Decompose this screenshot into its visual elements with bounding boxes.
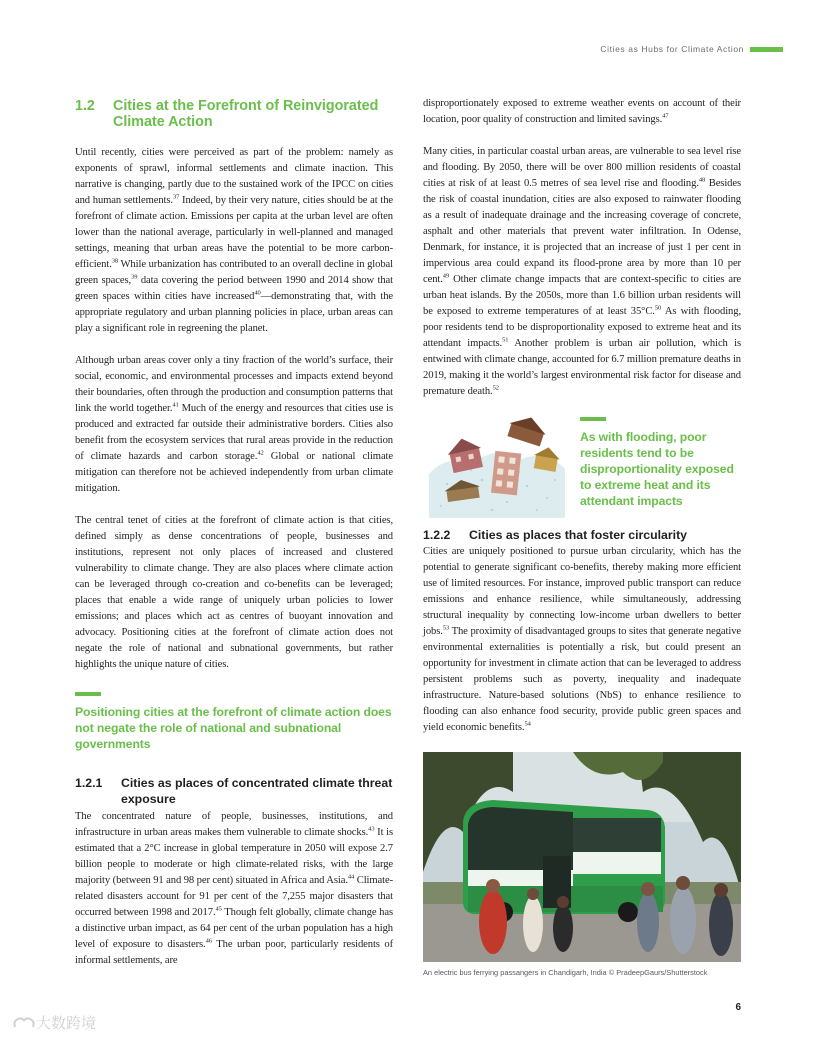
subsection-number: 1.2.2 xyxy=(423,528,451,542)
footnote-ref: 43 xyxy=(368,825,375,833)
footnote-ref: 38 xyxy=(111,257,119,265)
footnote-ref: 54 xyxy=(524,719,531,727)
paragraph: Cities are uniquely positioned to pursue urban circularity, which has the potential to generate significant co-benefits, thereby making more efficient use of limited resources. For instance, improved public transport can reduce emissions and enhance resilience, while simultaneously, addressing structural inequality by connecting low-income urban dwellers to better jobs.$^{53}$ The proximity of disadvantaged groups to sites that generate negative environmental externalities is potentially a risk, but could present an opportunity for investment in climate action that can be leveraged to address persistent problems such as poverty, inequality and inadequate infrastructure. Nature-based solutions (NbS) to enhance resilience to flooding can also enhance food security, provide public green spaces and yield economic benefits.$^{54}$ xyxy=(423,545,741,733)
footnote-ref: 47 xyxy=(662,112,669,120)
pull-quote-text: Positioning cities at the forefront of climate action does not negate the role of national and subnational governments xyxy=(75,705,392,751)
electric-bus-photo xyxy=(423,752,741,962)
footnote-ref: 48 xyxy=(698,176,706,184)
paragraph: Many cities, in particular coastal urban areas, are vulnerable to sea level rise and flooding. By 2050, there will be over 800 million residents of coastal cities at risk of at least 0.5 metres of sea level rise and flooding.$^{48}$ Besides the risk of coastal inundation, cities are also exposed to rainwater flooding as a result of inadequate drainage and the increasing coverage of concrete, asphalt and other materials that prevent water infiltration. In Odense, Denmark, for instance, it is projected that an increase of just 1 per cent in impervious area could expand its flood-prone area by more than 10 per cent.$^{49}$ Other climate change impacts that are context-specific to cities are urban heat islands. By the 2050s, more than 1.6 billion urban residents will be exposed to extreme temperatures of at least 35°C.$^{50}$ As with flooding, poor residents tend to be disproportionality exposed to extreme heat and its attendant impacts.$^{51}$ Another problem is urban air pollution, which is entwined with climate change, accounted for 6.7 million premature deaths in 2019, making it the world’s largest environmental risk factor for disease and premature death.$^{52}$ xyxy=(423,146,741,397)
pull-quote xyxy=(580,414,741,518)
photo-caption: An electric bus ferrying passangers in Chandigarh, India © PradeepGaurs/Shutterstock xyxy=(423,967,708,977)
footnote-ref: 53 xyxy=(442,623,450,631)
watermark-logo-icon xyxy=(12,1015,36,1031)
right-column xyxy=(423,96,741,977)
section-number: 1.2 xyxy=(75,98,95,114)
header-accent-bar xyxy=(750,47,783,52)
paragraph: disproportionately exposed to extreme weather events on account of their location, poor quality of construction and limited savings.$^{47}$ xyxy=(423,98,741,125)
section-heading xyxy=(75,98,393,130)
pull-quote-text: As with flooding, poor residents tend to be disproportionality exposed to extreme heat and its attendant impacts xyxy=(580,430,734,508)
paragraph: Until recently, cities were perceived as part of the problem: namely as exponents of sprawl, informal settlements and climate inaction. This narrative is changing, partly due to the sustained work of the IPCC on cities and human settlements.$^{37}$ Indeed, by their very nature, cities should be at the forefront of climate action. Emissions per capita at the urban level are often lower than the national average, particularly in well-planned and managed settings, meaning that urban areas have the potential to be more carbon-efficient.$^{38}$ While urbanization has contributed to an overall decline in global green spaces,$^{39}$ data covering the period between 1990 and 2014 show that green spaces within cities have increased$^{40}$—demonstrating that, with the appropriate regulatory and urban planning policies in place, urban areas can play a significant role in regreening the planet. xyxy=(75,147,393,334)
footnote-ref: 41 xyxy=(172,401,179,409)
paragraph: The concentrated nature of people, businesses, institutions, and infrastructure in urban areas makes them vulnerable to climate shocks.$^{43}$ It is estimated that a 2°C increase in global temperature in 2050 will expose 2.7 billion people to moderate or high climate-related risks, with the large majority (between 91 and 98 per cent) situated in Africa and Asia.$^{44}$ Climate-related disasters account for 91 per cent of the 7,255 major disasters that occurred between 1998 and 2017.45 Though felt globally, climate change has a distinctive urban impact, as 64 per cent of the urban population has a high level of exposure to disasters.$^{46}$ The urban poor, particularly residents of informal settlements, are xyxy=(75,811,394,966)
page-number: 6 xyxy=(735,1002,741,1013)
footnote-ref: 42 xyxy=(257,449,264,457)
watermark-text: 大数跨境 xyxy=(36,1014,97,1032)
footnote-ref: 46 xyxy=(205,937,212,945)
footnote-ref: 51 xyxy=(502,336,509,344)
footnote-ref: 37 xyxy=(172,193,180,201)
subsection-number: 1.2.1 xyxy=(75,776,103,790)
footnote-ref: 49 xyxy=(442,272,450,280)
footnote-ref: 45 xyxy=(215,905,222,913)
flooded-houses-illustration xyxy=(427,414,567,518)
subsection-title: Cities as places that foster circularity xyxy=(469,528,688,542)
paragraph: Although urban areas cover only a tiny fraction of the world’s surface, their social, economic, and environmental processes and impacts extend beyond their boundaries, often through the production and consumption patterns that link the world together.$^{41}$ Much of the energy and resources that cities use is produced and extracted far outside their administrative borders. Cities also benefit from the ecosystem services that rural areas provide in the reduction of climate hazards and carbon storage.$^{42}$ Global or national climate mitigation can therefore not be achieved independently from urban climate mitigation. xyxy=(75,355,393,494)
subsection-title: Cities as places of concentrated climate threat exposure xyxy=(121,776,393,806)
footnote-ref: 39 xyxy=(131,273,138,281)
pull-quote xyxy=(75,692,393,752)
watermark xyxy=(12,1012,96,1033)
footnote-ref: 50 xyxy=(654,304,662,312)
footnote-ref: 44 xyxy=(347,873,355,881)
footnote-ref: 40 xyxy=(254,289,261,297)
footnote-ref: 52 xyxy=(492,384,499,392)
running-title: Cities as Hubs for Climate Action xyxy=(600,44,744,54)
running-header xyxy=(600,44,783,54)
section-title: Cities at the Forefront of Reinvigorated Climate Action xyxy=(113,98,379,130)
left-column xyxy=(75,96,393,969)
pull-quote-block xyxy=(423,414,741,518)
subsection-heading xyxy=(423,528,741,544)
pull-quote-bar xyxy=(580,417,606,421)
pull-quote-bar xyxy=(75,692,101,696)
subsection-heading xyxy=(75,776,393,807)
paragraph: The central tenet of cities at the forefront of climate action is that cities, defined simply as dense concentrations of people, businesses and institutions, represent not only places of increased and clustered vulnerability to climate change. They are also places where climate action can be leveraged through co-creation and co-benefits can be leveraged; places that enable a wide range of uniquely urban policies to lower emissions; and places which act as centres of buoyant innovation and advocacy. Positioning cities at the forefront of climate action does not negate the role of national and subnational governments, but rather highlights the unique nature of cities. xyxy=(75,515,393,670)
